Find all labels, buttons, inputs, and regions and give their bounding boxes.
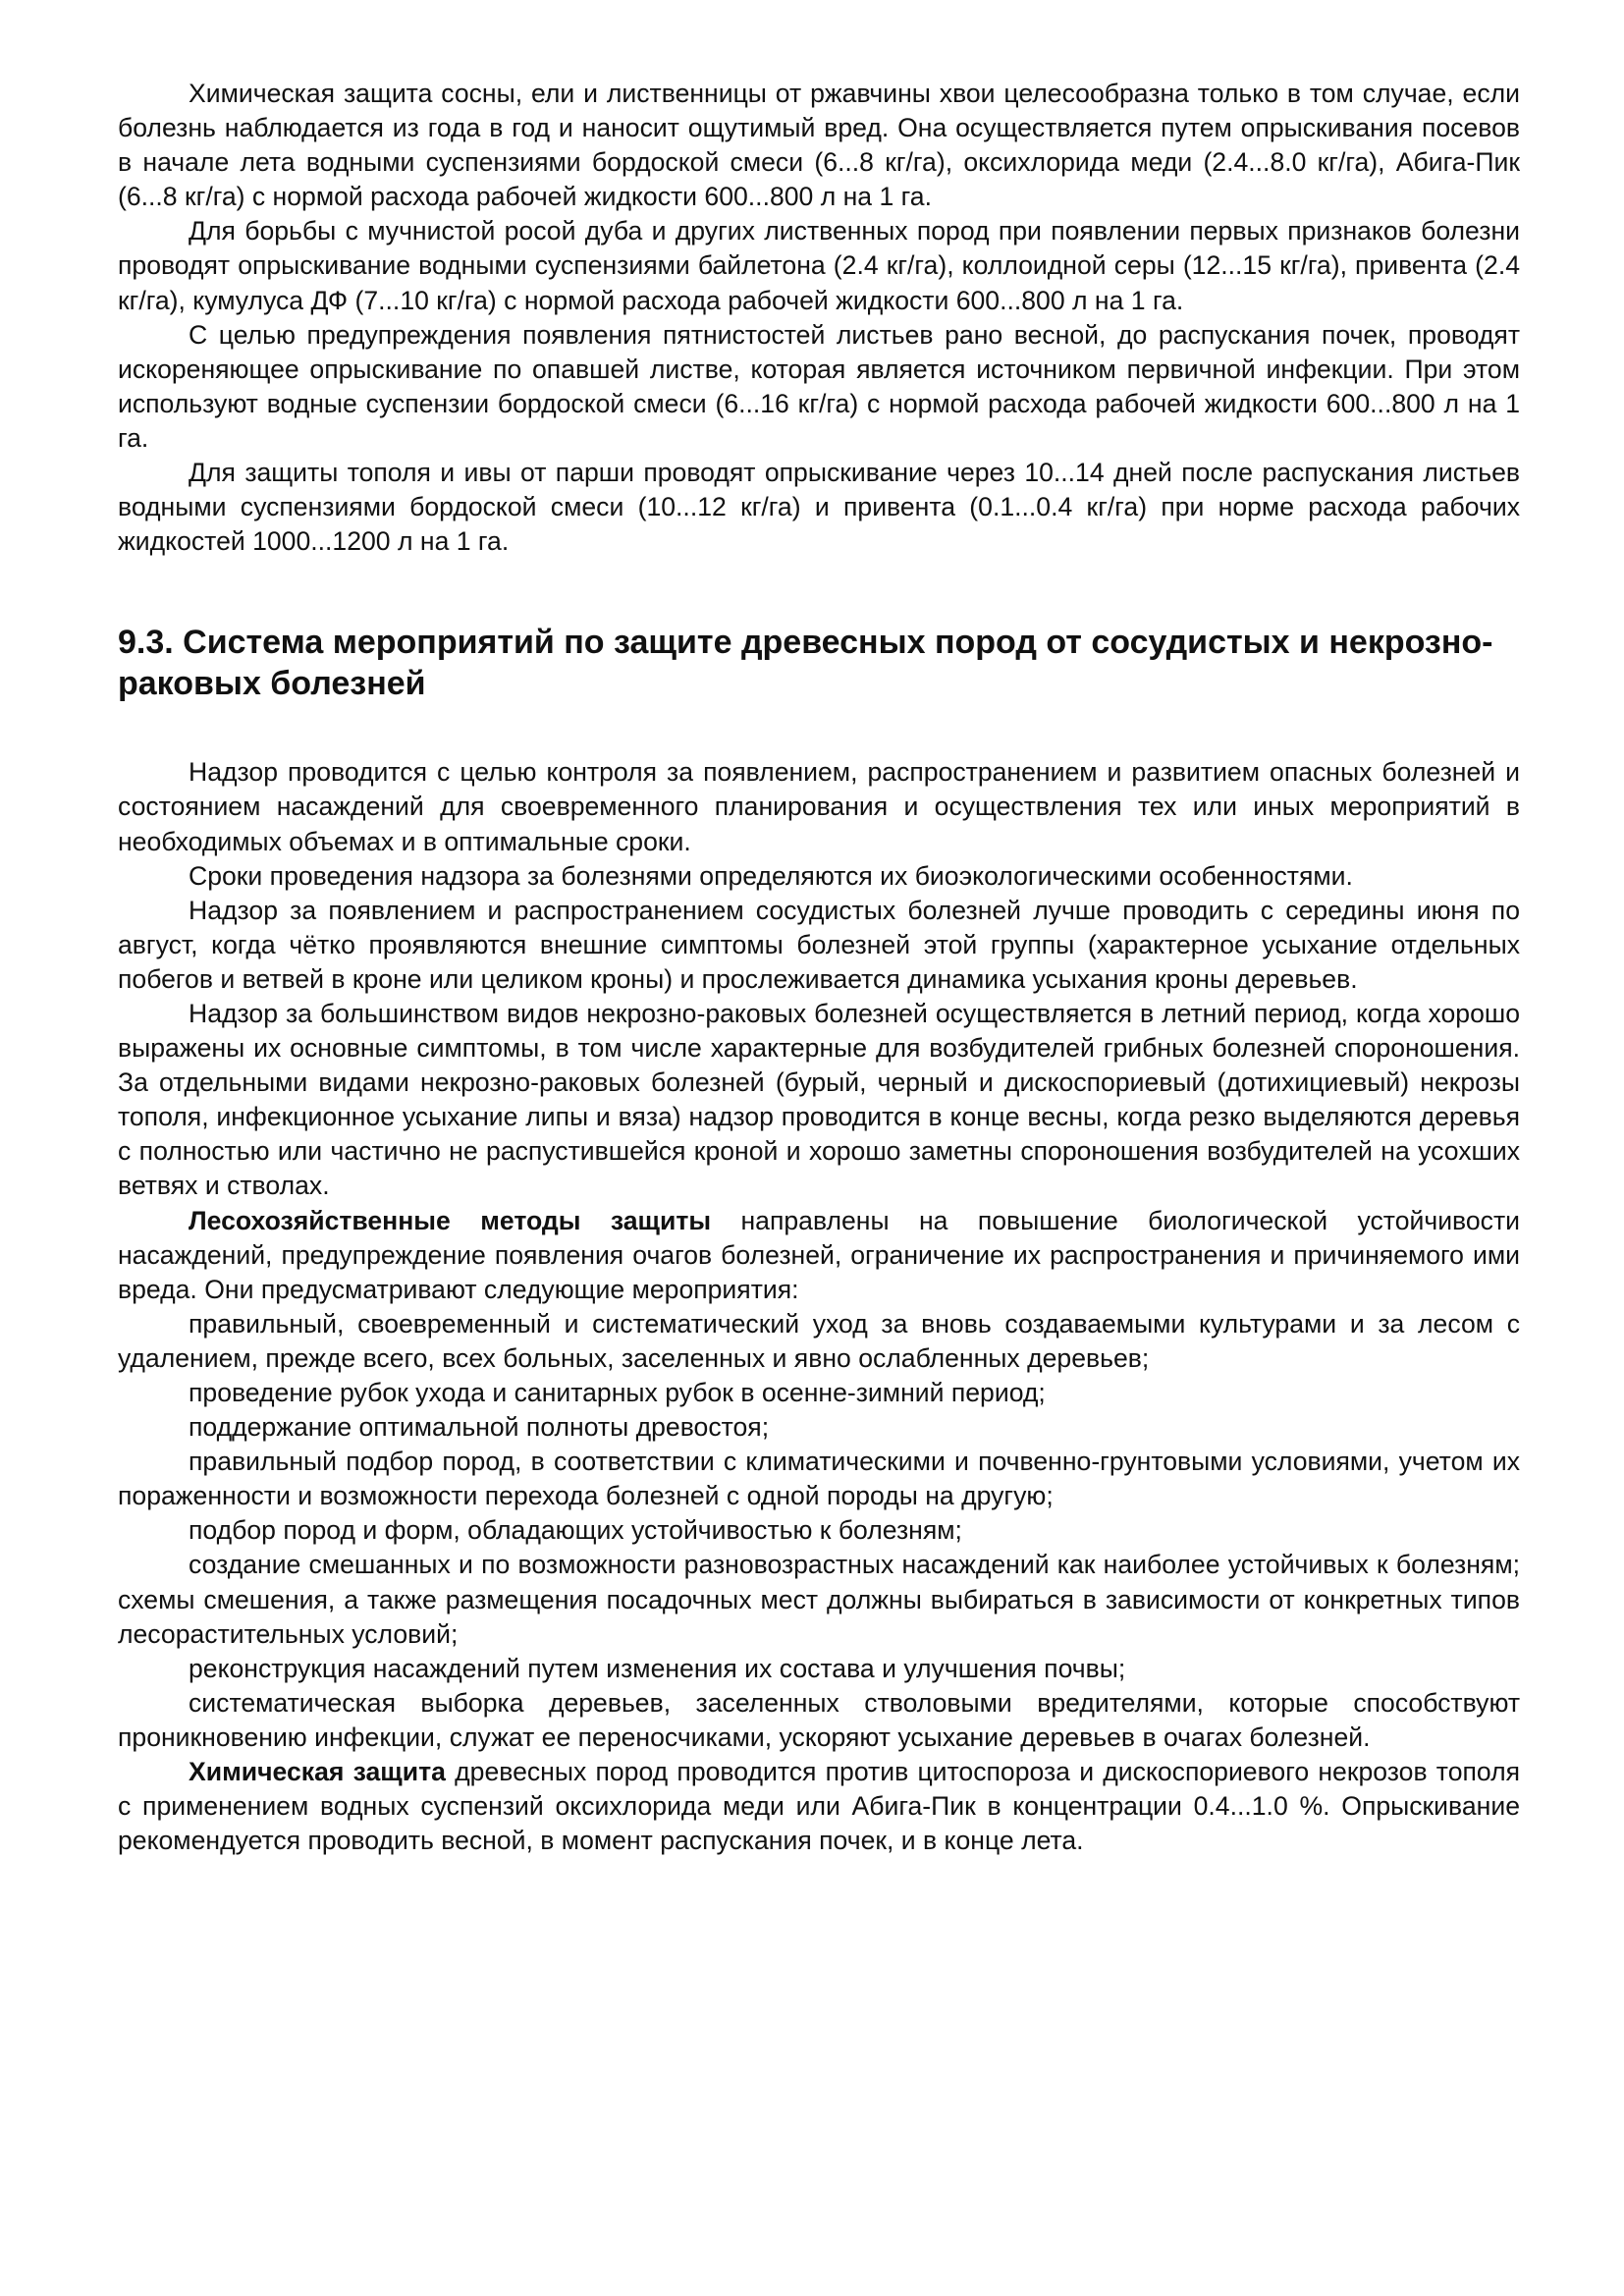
silvicultural-methods-text: направлены на повышение биологической устойчивости насаждений, предупреждение появления очагов болезней, ограничение их распространения и причиняемого ими вреда. Они предусматривают следующие мероприятия:: [118, 1205, 1520, 1304]
paragraph-vascular-diseases: Надзор за появлением и распространением сосудистых болезней лучше проводить с середины июня по август, когда чётко проявляются внешние симптомы болезней этой группы (характерное усыхание отдельных побегов и ветвей в кроне или целиком кроны) и прослеживается динамика усыхания кроны деревьев.: [118, 895, 1520, 994]
measure-item: правильный, своевременный и систематический уход за вновь создаваемыми культурами и за лесом с удалением, прежде всего, всех больных, заселенных и явно ослабленных деревьев;: [118, 1308, 1520, 1373]
document-page: [118, 77, 1520, 1858]
paragraph-rust-chemical-protection: Химическая защита сосны, ели и лиственницы от ржавчины хвои целесообразна только в том случае, если болезнь наблюдается из года в год и наносит ощутимый вред. Она осуществляется путем опрыскивания посевов в начале лета водными суспензиями бордоской смеси (6...8 кг/га), оксихлорида меди (2.4...8.0 кг/га), Абига-Пик (6...8 кг/га) с нормой расхода рабочей жидкости 600...800 л на 1 га.: [118, 79, 1520, 212]
paragraph-chemical-protection: [118, 1755, 1520, 1858]
paragraph-surveillance-timing: Сроки проведения надзора за болезнями определяются их биоэкологическими особенностями.: [189, 860, 1353, 891]
paragraph-silvicultural-methods: [118, 1204, 1520, 1307]
paragraph-poplar-scab: Для защиты тополя и ивы от парши проводят опрыскивание через 10...14 дней после распускания листьев водными суспензиями бордоской смеси (10...12 кг/га) и привента (0.1...0.4 кг/га) при норме расхода рабочих жидкостей 1000...1200 л на 1 га.: [118, 458, 1520, 557]
measure-item: правильный подбор пород, в соответствии с климатическими и почвенно-грунтовыми условиями, учетом их пораженности и возможности перехода болезней с одной породы на другую;: [118, 1447, 1520, 1511]
paragraph-leaf-spot: С целью предупреждения появления пятнистостей листьев рано весной, до распускания почек, проводят искореняющее опрыскивание по опавшей листве, которая является источником первичной инфекции. При этом используют водные суспензии бордоской смеси (6...16 кг/га) с нормой расхода рабочей жидкости 600...800 л на 1 га.: [118, 319, 1520, 453]
section-heading: 9.3. Система мероприятий по защите древесных пород от сосудистых и некрозно-раковых болезней: [118, 624, 1493, 703]
paragraph-surveillance-purpose: Надзор проводится с целью контроля за появлением, распространением и развитием опасных болезней и состоянием насаждений для своевременного планирования и осуществления тех или иных мероприятий в необходимых объемах и в оптимальные сроки.: [118, 757, 1520, 856]
measure-item: создание смешанных и по возможности разновозрастных насаждений как наиболее устойчивых к болезням; схемы смешения, а также размещения посадочных мест должны выбираться в зависимости от конкретных типов лесорастительных условий;: [118, 1550, 1520, 1649]
silvicultural-methods-term: Лесохозяйственные методы защиты: [189, 1205, 712, 1235]
paragraph-necrosis-cancer-diseases: Надзор за большинством видов некрозно-раковых болезней осуществляется в летний период, когда хорошо выражены их основные симптомы, в том числе характерные для возбудителей грибных болезней спороношения. За отдельными видами некрозно-раковых болезней (бурый, черный и дискоспориевый (дотихициевый) некрозы тополя, инфекционное усыхание липы и вяза) надзор проводится в конце весны, когда резко выделяются деревья с полностью или частично не распустившейся кроной и хорошо заметны спороношения возбудителей на усохших ветвях и стволах.: [118, 998, 1520, 1201]
measure-item: систематическая выборка деревьев, заселенных стволовыми вредителями, которые способствуют проникновению инфекции, служат ее переносчиками, ускоряют усыхание деревьев в очагах болезней.: [118, 1687, 1520, 1752]
paragraph-powdery-mildew: Для борьбы с мучнистой росой дуба и других лиственных пород при появлении первых признаков болезни проводят опрыскивание водными суспензиями байлетона (2.4 кг/га), коллоидной серы (12...15 кг/га), привента (2.4 кг/га), кумулуса ДФ (7...10 кг/га) с нормой расхода рабочей жидкости 600...800 л на 1 га.: [118, 216, 1520, 315]
chemical-protection-text: древесных пород проводится против цитоспороза и дискоспориевого некрозов тополя с применением водных суспензий оксихлорида меди или Абига-Пик в концентрации 0.4...1.0 %. Опрыскивание рекомендуется проводить весной, в момент распускания почек, и в конце лета.: [118, 1757, 1521, 1856]
measure-item: реконструкция насаждений путем изменения их состава и улучшения почвы;: [189, 1653, 1126, 1683]
measure-item: проведение рубок ухода и санитарных рубок в осенне-зимний период;: [189, 1378, 1046, 1407]
measure-item: поддержание оптимальной полноты древостоя;: [189, 1412, 770, 1443]
measure-item: подбор пород и форм, обладающих устойчивостью к болезням;: [189, 1515, 962, 1546]
chemical-protection-term: Химическая защита: [189, 1757, 446, 1787]
